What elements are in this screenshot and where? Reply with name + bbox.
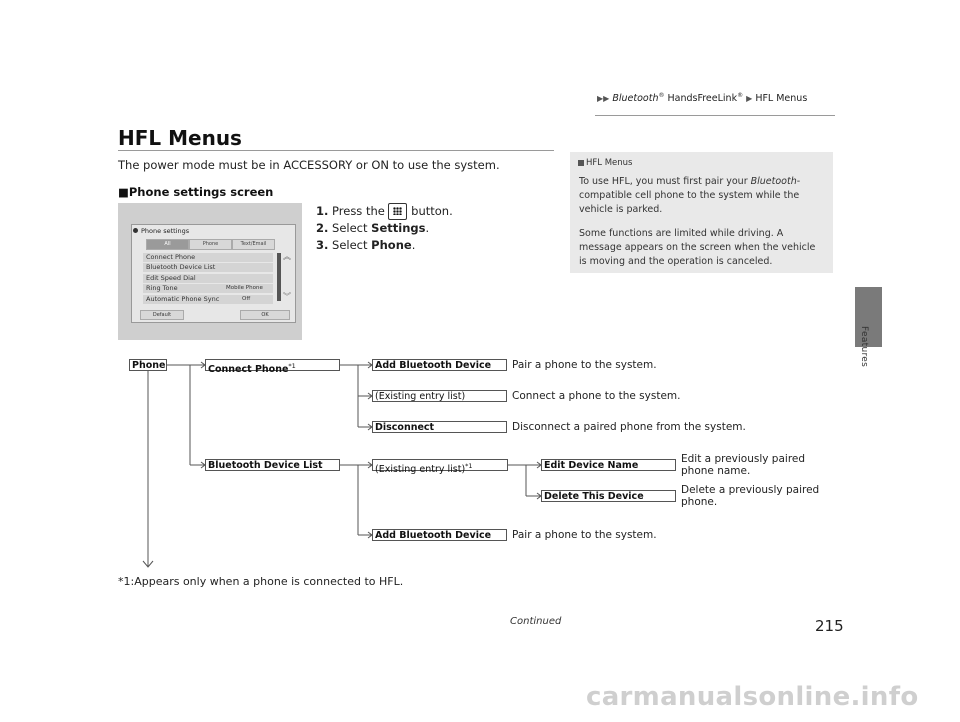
footnote: *1:Appears only when a phone is connected to HFL. — [118, 575, 404, 588]
page-number: 215 — [815, 617, 844, 635]
menu-desc: Pair a phone to the system. — [512, 359, 657, 371]
menu-desc: Delete a previously paired phone. — [681, 484, 820, 508]
menu-edit-device-name: Edit Device Name — [541, 459, 676, 471]
breadcrumb-arrow-icon: ▶▶ — [597, 94, 610, 104]
menu-bluetooth-device-list: Bluetooth Device List — [205, 459, 340, 471]
menu-phone: Phone — [129, 359, 167, 371]
step-1: 1. Press the button. — [316, 204, 453, 218]
page-title: HFL Menus — [118, 126, 242, 150]
menu-disconnect: Disconnect — [372, 421, 507, 433]
scroll-down-icon: ︾ — [283, 292, 291, 301]
note-heading: HFL Menus — [578, 158, 632, 168]
screen-tab-all: All — [146, 239, 189, 250]
screen-row: Ring Tone — [143, 284, 273, 293]
screen-default-button: Default — [140, 310, 184, 320]
section-bullet-icon: ■ — [118, 185, 129, 199]
breadcrumb-item: HandsFreeLink — [667, 93, 738, 105]
menu-add-bluetooth-device: Add Bluetooth Device — [372, 529, 507, 541]
menu-existing-entry-list: (Existing entry list) — [372, 390, 507, 402]
breadcrumb-arrow-icon: ▶ — [746, 94, 753, 104]
menu-desc: Connect a phone to the system. — [512, 390, 681, 402]
intro-text: The power mode must be in ACCESSORY or ON to use the system. — [118, 158, 500, 172]
watermark: carmanualsonline.info — [586, 682, 919, 712]
screen-row: Bluetooth Device List — [143, 263, 273, 272]
screen-row: Edit Speed Dial — [143, 274, 273, 283]
screen-ring-tone-value: Mobile Phone — [226, 285, 263, 291]
screen-tab-text: Text/Email — [232, 239, 275, 250]
screen-title: Phone settings — [133, 227, 189, 235]
side-label: Features — [859, 326, 869, 368]
continued-label: Continued — [510, 616, 562, 627]
menu-desc: Pair a phone to the system. — [512, 529, 657, 541]
screen-ok-button: OK — [240, 310, 290, 320]
screen-sync-value: Off — [242, 296, 251, 302]
breadcrumb-item: Bluetooth — [612, 93, 659, 105]
menu-add-bluetooth-device: Add Bluetooth Device — [372, 359, 507, 371]
menu-existing-entry-list: (Existing entry list)$^{*1}$ — [372, 459, 508, 471]
menu-delete-this-device: Delete This Device — [541, 490, 676, 502]
breadcrumb-item: HFL Menus — [755, 93, 808, 105]
breadcrumb: ▶▶ Bluetooth® HandsFreeLink® ▶ HFL Menus — [597, 92, 808, 105]
step-3: 3. Select Phone. — [316, 238, 416, 252]
screen-tab-phone: Phone — [189, 239, 232, 250]
section-heading-text: Phone settings screen — [128, 185, 274, 199]
note-paragraph-2: Some functions are limited while driving. A message appears on the screen when the vehicle is moving and the operation is canceled. — [579, 228, 816, 267]
menu-desc: Edit a previously paired phone name. — [681, 453, 806, 477]
step-2: 2. Select Settings. — [316, 221, 430, 235]
note-paragraph-1: To use HFL, you must first pair your Bluetooth-compatible cell phone to the system while the vehicle is parked. — [579, 176, 801, 215]
menu-connect-phone: Connect Phone$^{*1}$ — [205, 359, 340, 371]
menu-desc: Disconnect a paired phone from the system. — [512, 421, 746, 433]
scroll-up-icon: ︽ — [283, 252, 291, 261]
screen-row: Connect Phone — [143, 253, 273, 262]
screen-row: Automatic Phone Sync — [143, 295, 273, 304]
